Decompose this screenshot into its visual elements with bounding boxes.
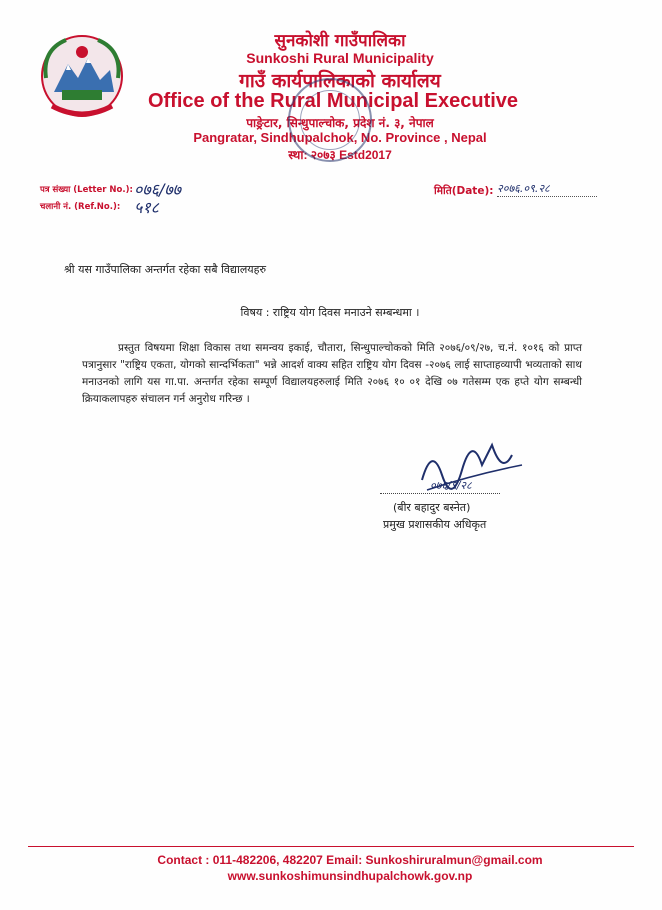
office-name-en: Office of the Rural Municipal Executive [147,90,519,112]
municipality-name-en: Sunkoshi Rural Municipality [246,50,434,66]
signature-date: ०७६/९/२८ [430,479,472,492]
footer-website: www.sunkoshimunsindhupalchowk.gov.np [227,869,473,883]
subject-line: विषय : राष्ट्रिय योग दिवस मनाउने सम्बन्धमा । [240,306,420,319]
municipality-emblem [36,30,128,122]
date-label: मिति(Date): [434,185,494,197]
address-np: पाङ्रेटार, सिन्धुपाल्चोक, प्रदेश नं. ३, नेपाल [246,116,434,130]
letter-no-value: ०७६/७७ [134,180,181,199]
signer-title: प्रमुख प्रशासकीय अधिकृत [383,518,487,531]
signer-name: (बीर बहादुर बस्नेत) [393,501,471,514]
ref-no-label: चलानी नं. (Ref.No.): [40,202,121,212]
ref-no-value: ५१८ [134,198,159,217]
footer-contact: Contact : 011-482206, 482207 Email: Sunkoshiruralmun@gmail.com [157,853,543,867]
date-value: २०७६.०९.२८ [497,181,597,197]
office-stamp [288,78,372,162]
signature-line [380,493,500,494]
letter-body: प्रस्तुत विषयमा शिक्षा विकास तथा समन्वय इकाई, चौतारा, सिन्धुपाल्चोकको मिति २०७६/०९/२७, च.नं. १०१६ को प्राप्त पत्रानुसार "राष्ट्रिय एकता, योगको सान्दर्भिकता" भन्ने आदर्श वाक्य सहित राष्ट्रिय योग दिवस -२०७६ लाई साप्ताहव्यापी भव्यताको साथ मनाउनको लागि यस गा.पा. अन्तर्गत रहेका सम्पूर्ण विद्यालयहरुलाई मिति २०७६ १० ०१ देखि ०७ गतेसम्म एक हप्ते योग सम्बन्धी क्रियाकलापहरु संचालन गर्न अनुरोध गरिन्छ । [82,342,582,405]
recipient-line: श्री यस गाउँपालिका अन्तर्गत रहेका सबै विद्यालयहरु [64,263,267,276]
municipality-name-np: सुनकोशी गाउँपालिका [274,31,406,51]
footer-divider [28,846,634,847]
office-name-np: गाउँ कार्यपालिकाको कार्यालय [239,70,441,92]
established-line: स्था: २०७३ Estd2017 [288,148,392,162]
address-en: Pangratar, Sindhupalchok, No. Province , Nepal [193,130,487,145]
letter-no-label: पत्र संख्या (Letter No.): [40,185,133,195]
